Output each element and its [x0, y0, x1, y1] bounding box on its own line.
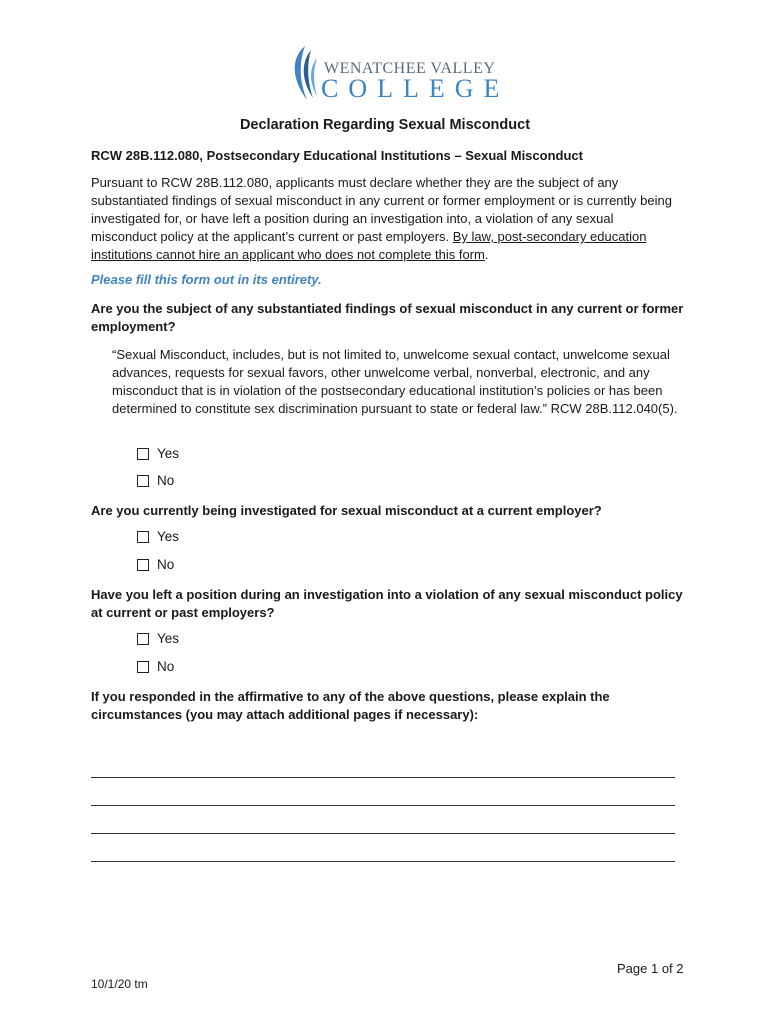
q3-no-label: No: [157, 659, 175, 674]
q3-no-checkbox[interactable]: [137, 661, 149, 673]
q2-yes-option[interactable]: [137, 529, 179, 544]
question-2: Are you currently being investigated for sexual misconduct at a current employer?: [91, 503, 602, 518]
q2-no-label: No: [157, 557, 175, 572]
q1-yes-option[interactable]: [137, 446, 179, 461]
question-3: Have you left a position during an investigation into a violation of any sexual misconduct policy at current or past employers?: [91, 587, 683, 620]
q2-no-option[interactable]: [137, 557, 174, 572]
q3-yes-checkbox[interactable]: [137, 633, 149, 645]
intro-paragraph: [91, 174, 681, 264]
q1-no-checkbox[interactable]: [137, 475, 149, 487]
explanation-line-4[interactable]: [91, 861, 675, 862]
intro-text: Pursuant to RCW 28B.112.080, applicants must declare whether they are the subject of any substantiated findings of sexual misconduct in any current or former employment or is currently being investigated for, or have left a position during an investigation into, a violation of any sexual misconduct policy at the applicant’s current or past employers.: [91, 175, 672, 244]
explanation-line-2[interactable]: [91, 805, 675, 806]
question-4: If you responded in the affirmative to any of the above questions, please explain the circumstances (you may attach additional pages if necessary):: [91, 689, 610, 722]
q3-yes-label: Yes: [157, 631, 180, 646]
q1-yes-checkbox[interactable]: [137, 448, 149, 460]
q3-yes-option[interactable]: [137, 631, 179, 646]
q3-no-option[interactable]: [137, 659, 174, 674]
logo-line-2: COLLEGE: [321, 74, 510, 103]
question-1: Are you the subject of any substantiated findings of sexual misconduct in any current or former employment?: [91, 301, 684, 334]
subtitle: RCW 28B.112.080, Postsecondary Educational Institutions – Sexual Misconduct: [91, 148, 583, 163]
q2-no-checkbox[interactable]: [137, 559, 149, 571]
q1-no-option[interactable]: [137, 473, 174, 488]
explanation-line-1[interactable]: [91, 777, 675, 778]
footer-date: 10/1/20 tm: [91, 977, 148, 991]
q1-yes-label: Yes: [157, 446, 180, 461]
intro-end: .: [484, 247, 489, 262]
page-title: Declaration Regarding Sexual Misconduct: [239, 117, 531, 133]
logo-line-1: WENATCHEE VALLEY: [324, 60, 496, 77]
page-number: Page 1 of 2: [617, 961, 684, 976]
q1-no-label: No: [157, 473, 175, 488]
definition-quote: “Sexual Misconduct, includes, but is not limited to, unwelcome sexual contact, unwelcome sexual advances, requests for sexual favors, other unwelcome verbal, nonverbal, electronic, and any misconduct that is in violation of the postsecondary educational institution’s policies or has been determined to constitute sex discrimination pursuant to state or federal law.” RCW 28B.112.040(5).: [112, 347, 678, 416]
q2-yes-checkbox[interactable]: [137, 531, 149, 543]
explanation-line-3[interactable]: [91, 833, 675, 834]
instruction-text: Please fill this form out in its entirety.: [91, 272, 322, 287]
college-logo: [287, 44, 510, 104]
intro-underlined-text: By law, post-secondary education institutions cannot hire an applicant who does not complete this form: [91, 229, 647, 262]
q2-yes-label: Yes: [157, 529, 180, 544]
